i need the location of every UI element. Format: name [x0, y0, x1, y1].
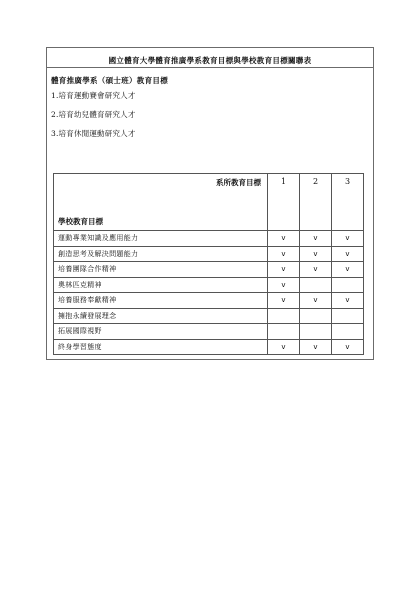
check-mark — [268, 324, 300, 340]
check-mark: v — [332, 339, 364, 355]
row-label: 奧林匹克精神 — [54, 277, 268, 293]
check-mark: v — [300, 339, 332, 355]
check-mark — [332, 277, 364, 293]
table-row — [54, 277, 364, 293]
check-mark: v — [332, 293, 364, 309]
table-row — [54, 246, 364, 262]
table-row — [54, 324, 364, 340]
check-mark: v — [332, 231, 364, 247]
check-mark: v — [300, 293, 332, 309]
column-header-3: 3 — [332, 174, 364, 231]
table-row — [54, 339, 364, 355]
check-mark: v — [300, 231, 332, 247]
row-label: 擁抱永續發展理念 — [54, 308, 268, 324]
table-row — [54, 293, 364, 309]
check-mark: v — [268, 277, 300, 293]
check-mark — [300, 308, 332, 324]
check-mark: v — [332, 246, 364, 262]
column-header-1: 1 — [268, 174, 300, 231]
document-title: 國立體育大學體育推廣學系教育目標與學校教育目標關聯表 — [108, 56, 312, 65]
check-mark — [300, 277, 332, 293]
matrix-header-cell — [54, 174, 268, 231]
check-mark — [300, 324, 332, 340]
row-label: 終身學習態度 — [54, 339, 268, 355]
check-mark: v — [268, 293, 300, 309]
row-label: 拓展國際視野 — [54, 324, 268, 340]
column-header-2: 2 — [300, 174, 332, 231]
department-heading: 體育推廣學系（碩士班）教育目標 — [51, 76, 168, 85]
goals-matrix-table — [53, 173, 364, 355]
check-mark — [332, 308, 364, 324]
row-label: 培養服務奉獻精神 — [54, 293, 268, 309]
goal-item-1: 1.培育運動賽會研究人才 — [51, 91, 136, 100]
check-mark: v — [332, 262, 364, 278]
title-divider — [47, 67, 373, 68]
check-mark: v — [300, 262, 332, 278]
header-department-goals: 系所教育目標 — [216, 178, 261, 187]
goal-item-3: 3.培育休閒運動研究人才 — [51, 129, 136, 138]
check-mark: v — [268, 231, 300, 247]
row-label: 運動專業知識及應用能力 — [54, 231, 268, 247]
header-school-goals: 學校教育目標 — [58, 217, 103, 226]
check-mark: v — [268, 262, 300, 278]
check-mark: v — [268, 339, 300, 355]
table-row — [54, 308, 364, 324]
check-mark — [332, 324, 364, 340]
document-frame — [46, 47, 374, 360]
goal-item-2: 2.培育幼兒體育研究人才 — [51, 110, 136, 119]
check-mark — [268, 308, 300, 324]
row-label: 創造思考及解決問題能力 — [54, 246, 268, 262]
table-row — [54, 231, 364, 247]
check-mark: v — [300, 246, 332, 262]
check-mark: v — [268, 246, 300, 262]
row-label: 培養團隊合作精神 — [54, 262, 268, 278]
matrix-header-row — [54, 174, 364, 231]
table-row — [54, 262, 364, 278]
